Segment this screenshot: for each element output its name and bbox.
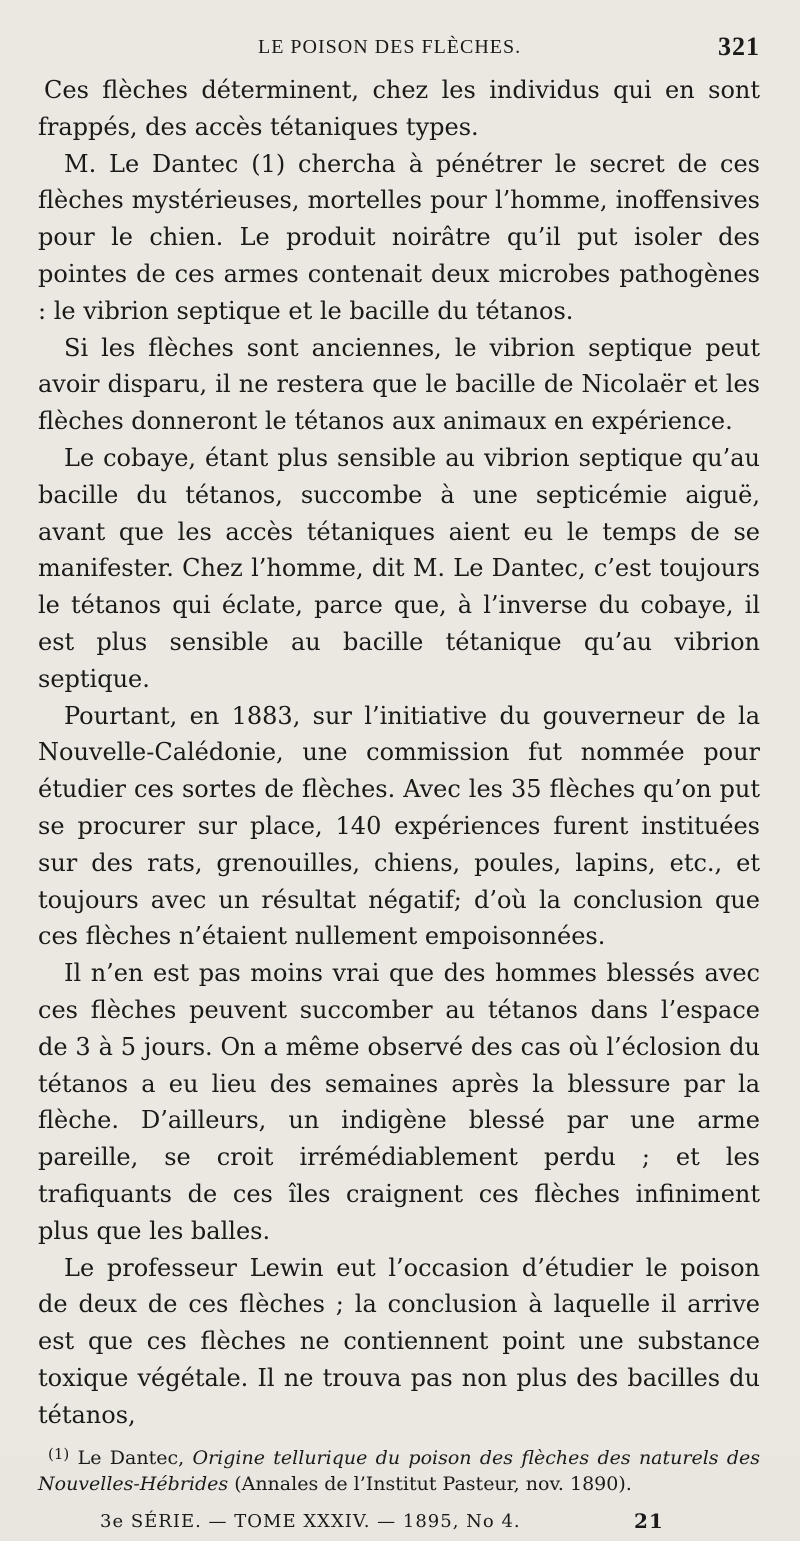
footnote-title: Origine tellurique du poison des flèches des naturels des Nouvelles-Hébrides bbox=[38, 1447, 761, 1496]
footnote-author: Le Dantec, bbox=[77, 1447, 185, 1470]
paragraph-7: Le professeur Lewin eut l’occasion d’étudier le poison de deux de ces flèches ; la conclusion à laquelle il arrive est que ces flèches ne contiennent point une substance toxique végétale. Il ne trouva pas non plus des bacilles du tétanos, bbox=[38, 1253, 760, 1429]
paragraph-5: Pourtant, en 1883, sur l’initiative du gouverneur de la Nouvelle-Calédonie, une commission fut nommée pour étudier ces sortes de flèches. Avec les 35 flèches qu’on put se procurer sur place, 140 expériences furent instituées sur des rats, grenouilles, chiens, poules, lapins, etc., et toujours avec un résultat négatif; d’où la conclusion que ces flèches n’étaient nullement empoisonnées. bbox=[38, 701, 760, 951]
page-number: 321 bbox=[718, 32, 760, 61]
paragraph-3: Si les flèches sont anciennes, le vibrion septique peut avoir disparu, il ne restera que le bacille de Nicolaër et les flèches donneront le tétanos aux animaux en expérience. bbox=[38, 333, 760, 436]
paragraph-6: Il n’en est pas moins vrai que des hommes blessés avec ces flèches peuvent succomber au tétanos dans l’espace de 3 à 5 jours. On a même observé des cas où l’éclosion du tétanos a eu lieu des semaines après la blessure par la flèche. D’ailleurs, un indigène blessé par une arme pareille, se croit irrémédiablement perdu ; et les trafiquants de ces îles craignent ces flèches infiniment plus que les balles. bbox=[38, 959, 760, 1245]
printer-signature bbox=[38, 1507, 760, 1541]
paragraph-4: Le cobaye, étant plus sensible au vibrion septique qu’au bacille du tétanos, succombe à une septicémie aiguë, avant que les accès tétaniques aient eu le temps de se manifester. Chez l’homme, dit M. Le Dantec, c’est toujours le tétanos qui éclate, parce que, à l’inverse du cobaye, il est plus sensible au bacille tétanique qu’au vibrion septique. bbox=[38, 443, 760, 693]
body-text bbox=[38, 72, 760, 1433]
paragraph-1: Ces flèches déterminent, chez les individus qui en sont frappés, des accès tétaniques types. bbox=[38, 76, 760, 141]
footnote-marker: (1) bbox=[48, 1445, 70, 1464]
footnote-journal: (Annales de l’Institut Pasteur, bbox=[234, 1473, 520, 1496]
footnote bbox=[38, 1441, 760, 1497]
paragraph-2: M. Le Dantec (1) chercha à pénétrer le secret de ces flèches mystérieuses, mortelles pour l’homme, inoffensives pour le chien. Le produit noirâtre qu’il put isoler des pointes de ces armes contenait deux microbes pathogènes : le vibrion septique et le bacille du tétanos. bbox=[38, 149, 760, 325]
running-title: LE POISON DES FLÈCHES. bbox=[258, 36, 522, 58]
sheet-number: 21 bbox=[634, 1509, 664, 1534]
footnote-date: nov. 1890). bbox=[525, 1473, 632, 1496]
running-head bbox=[38, 30, 760, 72]
series-volume-line: 3e SÉRIE. — TOME XXXIV. — 1895, No 4. bbox=[100, 1511, 521, 1533]
